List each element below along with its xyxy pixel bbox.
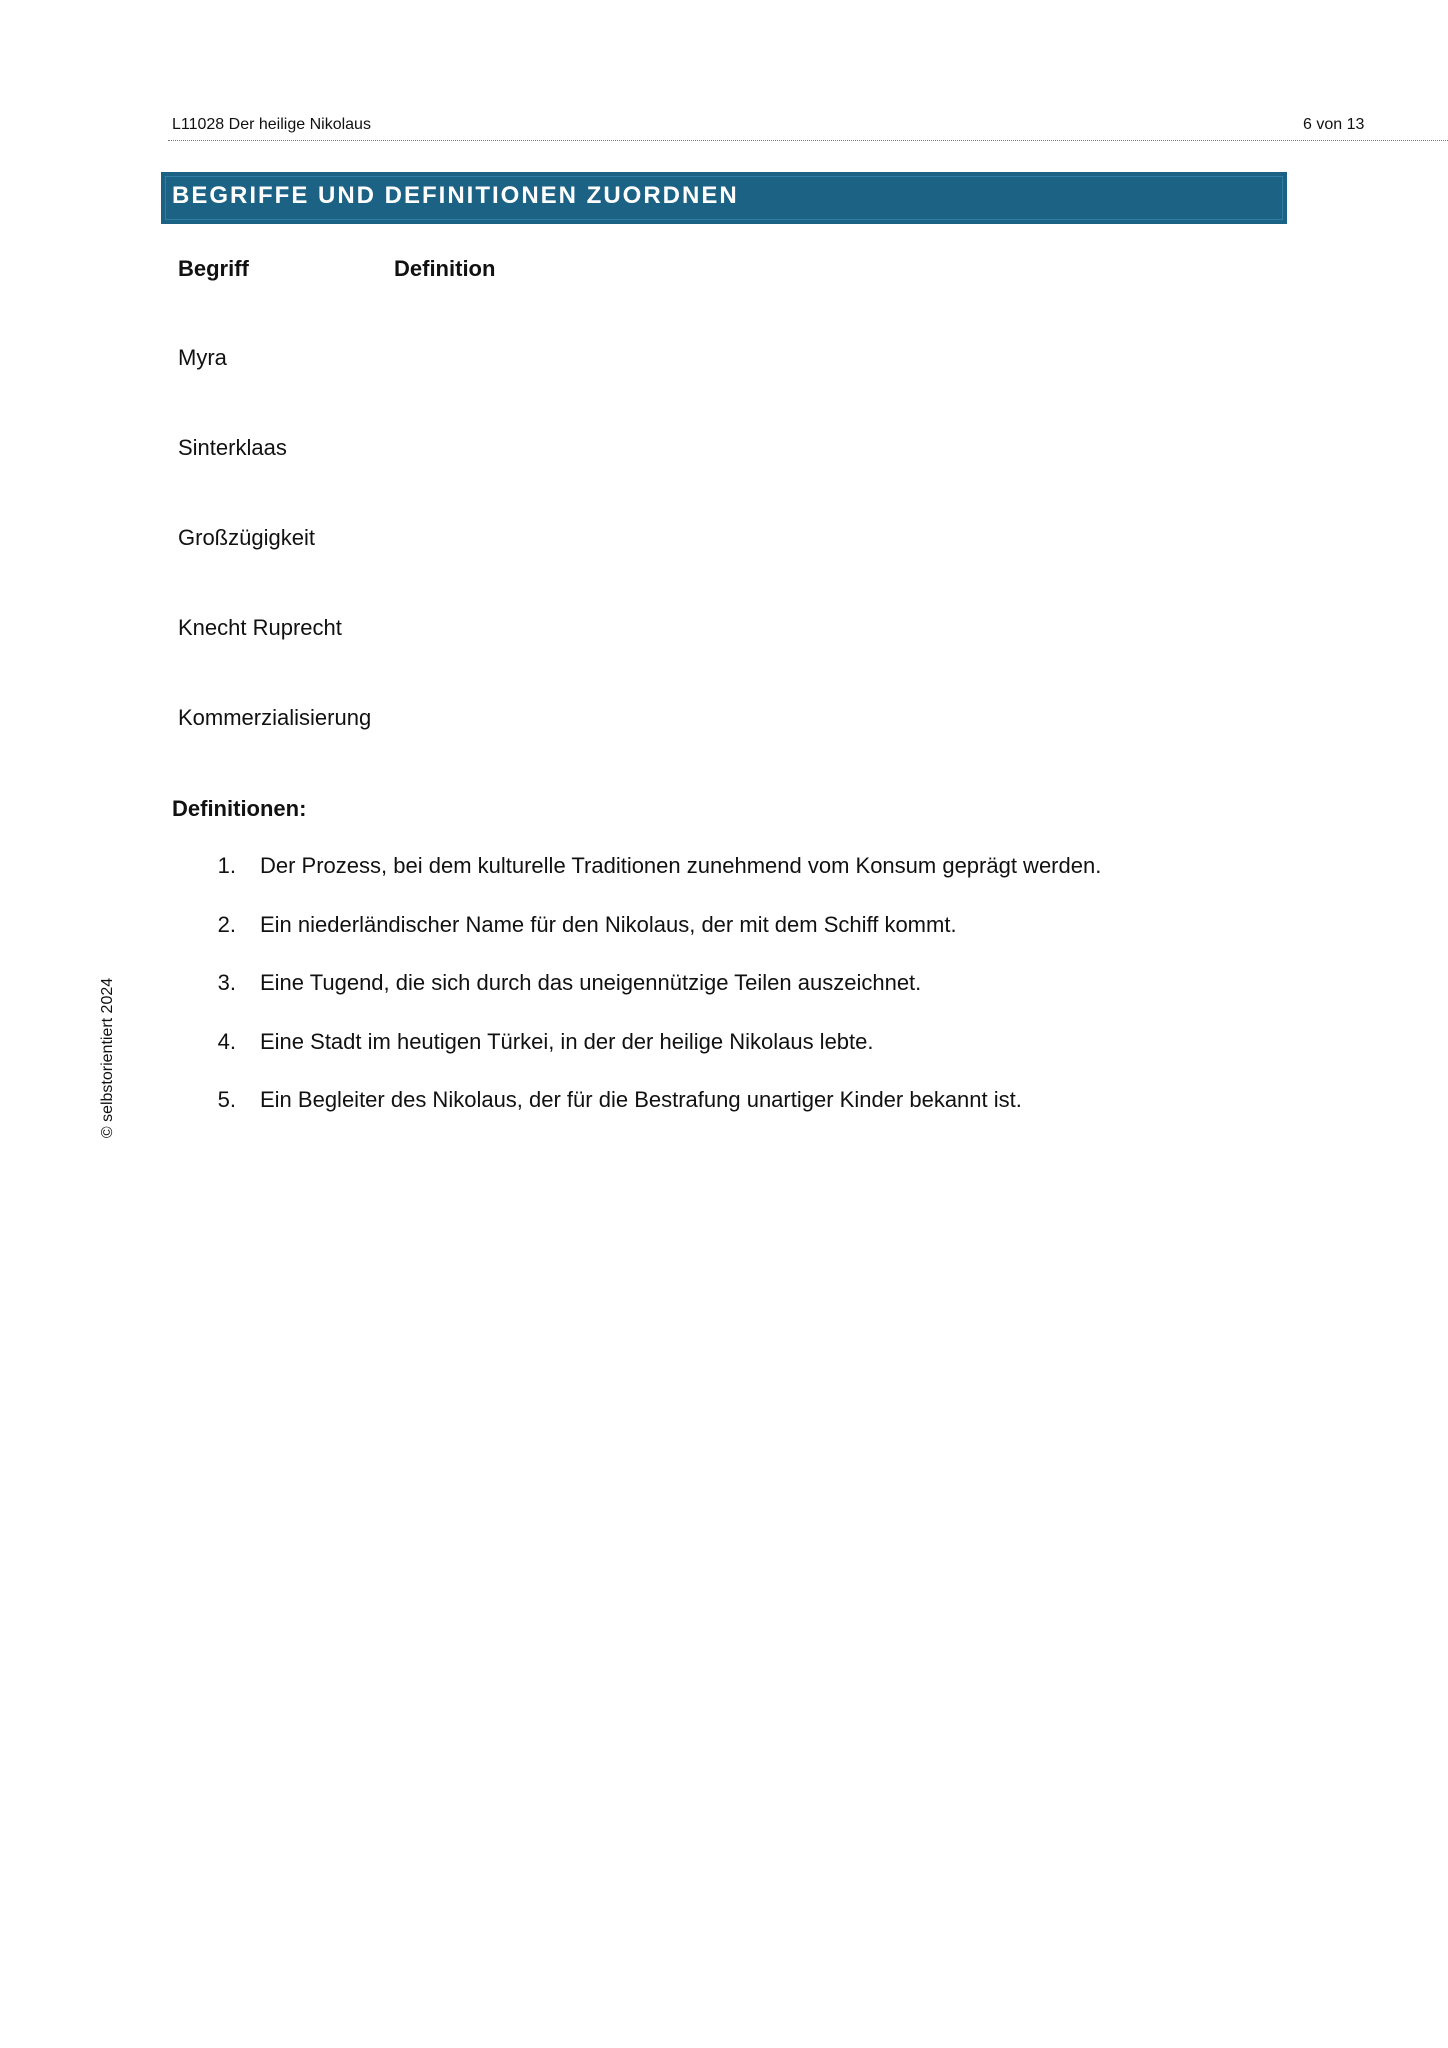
term-item: Kommerzialisierung: [178, 705, 372, 730]
definition-text: Ein Begleiter des Nikolaus, der für die Bestrafung unartiger Kinder bekannt ist.: [260, 1087, 1022, 1112]
term-item: Sinterklaas: [178, 435, 287, 460]
copyright-notice: © selbstorientiert 2024: [99, 977, 116, 1139]
column-header-definition: Definition: [394, 256, 496, 281]
term-item: Großzügigkeit: [178, 525, 315, 550]
document-title: L11028 Der heilige Nikolaus: [172, 116, 371, 133]
definition-text: Eine Stadt im heutigen Türkei, in der der heilige Nikolaus lebte.: [260, 1029, 874, 1054]
definition-text: Der Prozess, bei dem kulturelle Traditionen zunehmend vom Konsum geprägt werden.: [260, 853, 1102, 878]
section-banner: [161, 172, 1287, 224]
column-header-begriff: Begriff: [178, 256, 249, 281]
definition-number: 2.: [217, 912, 236, 937]
definition-text: Eine Tugend, die sich durch das uneigennützige Teilen auszeichnet.: [260, 970, 922, 995]
page-number: 6 von 13: [1303, 116, 1365, 133]
definition-number: 1.: [217, 853, 236, 878]
definition-number: 3.: [217, 970, 236, 995]
page-header: [168, 116, 1448, 141]
definition-number: 4.: [217, 1029, 236, 1054]
term-item: Knecht Ruprecht: [178, 615, 342, 640]
term-item: Myra: [178, 345, 227, 370]
section-title: BEGRIFFE UND DEFINITIONEN ZUORDNEN: [172, 182, 739, 209]
definition-number: 5.: [217, 1087, 236, 1112]
definitions-heading: Definitionen:: [172, 796, 307, 821]
definition-text: Ein niederländischer Name für den Nikolaus, der mit dem Schiff kommt.: [260, 912, 957, 937]
